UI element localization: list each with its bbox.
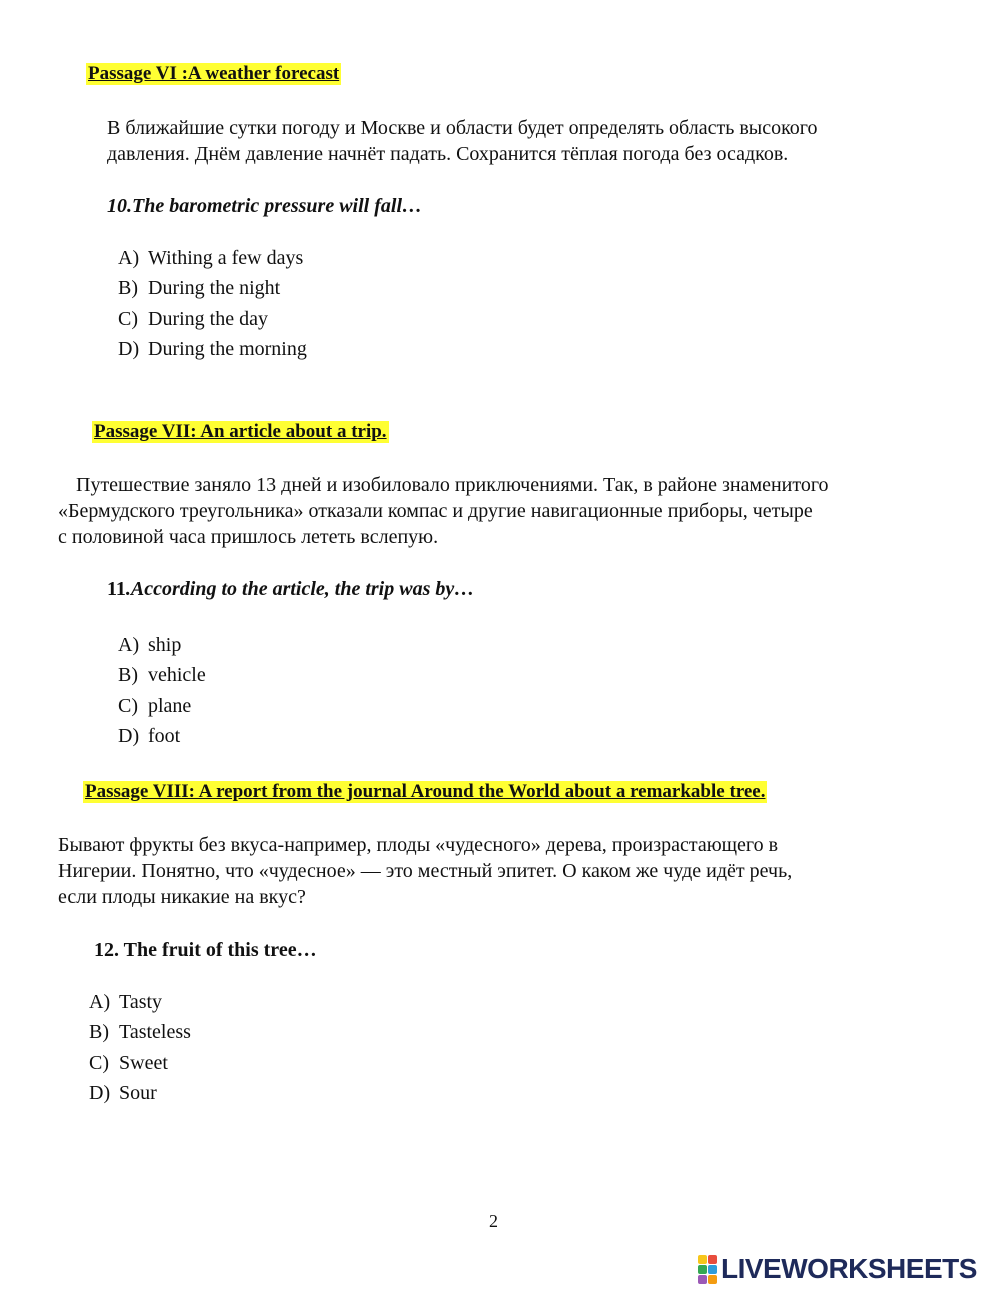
option-text: Withing a few days <box>148 247 304 269</box>
question-10-number: 10. <box>107 195 132 217</box>
question-11-text: .According to the article, the trip was by… <box>125 578 475 600</box>
passage-6-text <box>107 115 818 167</box>
logo-square <box>708 1265 717 1274</box>
passage-8-heading: Passage VIII: A report from the journal Around the World about a remarkable tree. <box>85 781 766 802</box>
option-11-a[interactable] <box>118 630 206 660</box>
option-letter: C) <box>89 1051 109 1074</box>
passage-8-line-1: Бывают фрукты без вкуса-например, плоды «чудесного» дерева, произрастающего в <box>58 834 779 856</box>
passage-7-line-3: с половиной часа пришлось лететь вслепую. <box>58 526 439 548</box>
passage-8-text <box>58 832 792 910</box>
option-10-b[interactable] <box>118 273 307 303</box>
option-text: plane <box>148 694 192 717</box>
option-text: During the day <box>148 307 268 330</box>
option-letter: D) <box>118 724 140 747</box>
liveworksheets-logo-icon <box>698 1255 717 1284</box>
option-10-d[interactable] <box>118 334 307 364</box>
question-11-options <box>118 630 206 751</box>
logo-square <box>698 1265 707 1274</box>
option-letter: C) <box>118 694 138 717</box>
option-text: Tasty <box>119 991 163 1013</box>
option-text: ship <box>148 634 182 656</box>
option-12-a[interactable] <box>89 987 191 1017</box>
option-letter: A) <box>89 991 111 1013</box>
option-letter: C) <box>118 307 138 330</box>
passage-8-line-3: если плоды никакие на вкус? <box>58 886 306 908</box>
option-text: Sour <box>119 1081 157 1104</box>
logo-square <box>698 1255 707 1264</box>
option-letter: A) <box>118 634 140 656</box>
question-10-text: The barometric pressure will fall… <box>132 195 422 217</box>
option-text: During the night <box>148 277 281 300</box>
question-12-options <box>89 987 191 1108</box>
passage-8-line-2: Нигерии. Понятно, что «чудесное» — это местный эпитет. О каком же чуде идёт речь, <box>58 860 793 882</box>
page-number: 2 <box>489 1211 498 1231</box>
option-text: During the morning <box>148 337 307 360</box>
logo-square <box>708 1275 717 1284</box>
passage-7-text <box>58 472 829 550</box>
passage-6-line-1: В ближайшие сутки погоду и Москве и области будет определять область высокого <box>107 117 818 139</box>
option-letter: B) <box>89 1021 109 1044</box>
question-11-number: 11 <box>107 578 126 600</box>
option-11-c[interactable] <box>118 691 206 721</box>
option-letter: D) <box>89 1081 111 1104</box>
option-10-a[interactable] <box>118 243 307 273</box>
option-12-d[interactable] <box>89 1078 191 1108</box>
liveworksheets-logo[interactable] <box>698 1253 977 1285</box>
passage-7-heading: Passage VII: An article about a trip. <box>94 421 387 442</box>
passage-7-line-2: «Бермудского треугольника» отказали компас и другие навигационные приборы, четыре <box>58 500 813 522</box>
option-letter: D) <box>118 337 140 360</box>
logo-square <box>698 1275 707 1284</box>
option-11-d[interactable] <box>118 721 206 751</box>
option-10-c[interactable] <box>118 304 307 334</box>
option-letter: A) <box>118 247 140 269</box>
option-text: vehicle <box>148 664 206 687</box>
option-letter: B) <box>118 664 138 687</box>
option-text: Tasteless <box>119 1021 191 1044</box>
question-10 <box>107 194 422 218</box>
question-12: 12. The fruit of this tree… <box>94 939 317 961</box>
option-text: Sweet <box>119 1051 168 1074</box>
option-letter: B) <box>118 277 138 300</box>
option-12-c[interactable] <box>89 1048 191 1078</box>
question-11 <box>107 577 474 601</box>
passage-6-line-2: давления. Днём давление начнёт падать. Сохранится тёплая погода без осадков. <box>107 143 789 165</box>
option-12-b[interactable] <box>89 1017 191 1047</box>
question-10-options <box>118 243 307 364</box>
option-text: foot <box>148 724 181 747</box>
passage-6-heading: Passage VI :A weather forecast <box>88 63 340 84</box>
passage-7-line-1: Путешествие заняло 13 дней и изобиловало приключениями. Так, в районе знаменитого <box>76 474 829 496</box>
logo-text: LIVEWORKSHEETS <box>721 1253 977 1284</box>
option-11-b[interactable] <box>118 660 206 690</box>
logo-square <box>708 1255 717 1264</box>
